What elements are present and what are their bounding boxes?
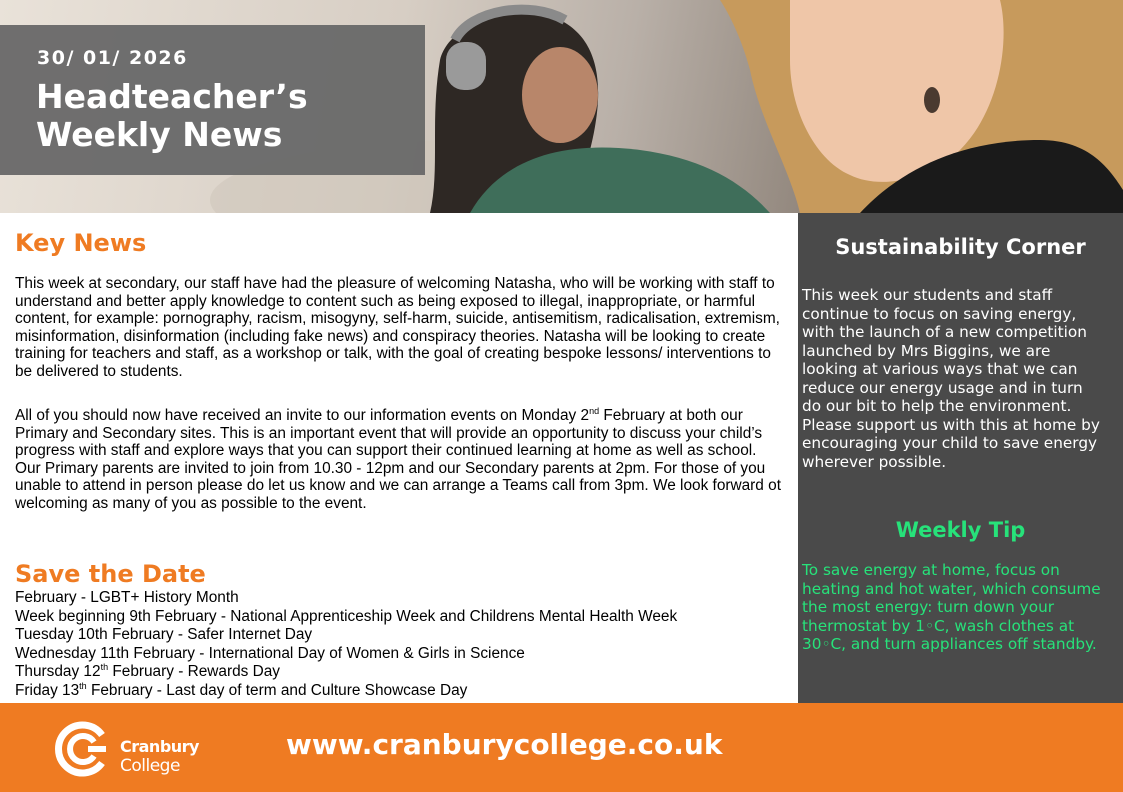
list-item: Wednesday 11th February - International Day of Women & Girls in Science bbox=[15, 644, 525, 662]
logo-name: Cranbury bbox=[120, 737, 199, 756]
save-the-date-list bbox=[15, 589, 785, 701]
newsletter-title bbox=[36, 78, 416, 154]
hero-banner bbox=[0, 0, 1123, 213]
logo-subtitle: College bbox=[120, 756, 180, 776]
title-line-1: Headteacher’s bbox=[36, 77, 308, 116]
issue-date: 30/ 01/ 2026 bbox=[37, 47, 188, 69]
sustainability-text: This week our students and staff continue to focus on saving energy, with the launch of a new competition launched by Mrs Biggins, we are looking at various ways that we can reduce our energy usage and in turn do our bit to help the environment. Please support us with this at home by encouraging your child to save energy wherever possible. bbox=[802, 286, 1100, 471]
save-the-date-heading: Save the Date bbox=[15, 560, 206, 588]
weekly-tip-text: To save energy at home, focus on heating and hot water, which consume the most energy: turn down your thermostat by 1◦C, wash clothes at 30◦C, and turn appliances off standby. bbox=[802, 561, 1101, 653]
title-line-2: Weekly News bbox=[36, 115, 283, 154]
key-news-heading: Key News bbox=[15, 229, 147, 257]
list-item: Tuesday 10th February - Safer Internet Day bbox=[15, 626, 313, 644]
key-news-paragraph-2: All of you should now have received an invite to our information events on Monday 2nd February at both our Primary and Secondary sites. This is an important event that will provide an opportunity to discuss your child’s progress with staff and explore ways that you can support their continued learning at home as well as school. Our Primary parents are invited to join from 10.30 - 12pm and our Secondary parents at 2pm. For those of you unable to attend in person please do let us know and we can arrange a Teams call from 3pm. We look forward ot welcoming as many of you as possible to the event. bbox=[15, 405, 781, 512]
list-item: Week beginning 9th February - National Apprenticeship Week and Childrens Mental Health Week bbox=[15, 607, 678, 625]
cranbury-c-logo-icon bbox=[50, 721, 110, 777]
key-news-paragraph-1: This week at secondary, our staff have had the pleasure of welcoming Natasha, who will be working with staff to understand and better apply knowledge to content such as being exposed to illegal, inappropriate, or harmful content, for example: pornography, racism, misogyny, self-harm, suicide, antisemitism, radicalisation, extremism, misinformation, disinformation (including fake news) and conspiracy theories. Natasha will be looking to create training for teachers and staff, as a workshop or talk, with the goal of creating bespoke lessons/ interventions to be delivered to students. bbox=[15, 275, 780, 380]
weekly-tip-heading: Weekly Tip bbox=[895, 518, 1026, 542]
sustainability-heading: Sustainability Corner bbox=[835, 235, 1086, 259]
footer bbox=[0, 703, 1123, 792]
sidebar bbox=[798, 213, 1123, 703]
list-item: Thursday 12th February - Rewards Day bbox=[15, 662, 280, 681]
list-item: Friday 13th February - Last day of term and Culture Showcase Day bbox=[15, 680, 468, 699]
list-item: February - LGBT+ History Month bbox=[15, 589, 239, 606]
website-link[interactable]: www.cranburycollege.co.uk bbox=[286, 728, 723, 761]
